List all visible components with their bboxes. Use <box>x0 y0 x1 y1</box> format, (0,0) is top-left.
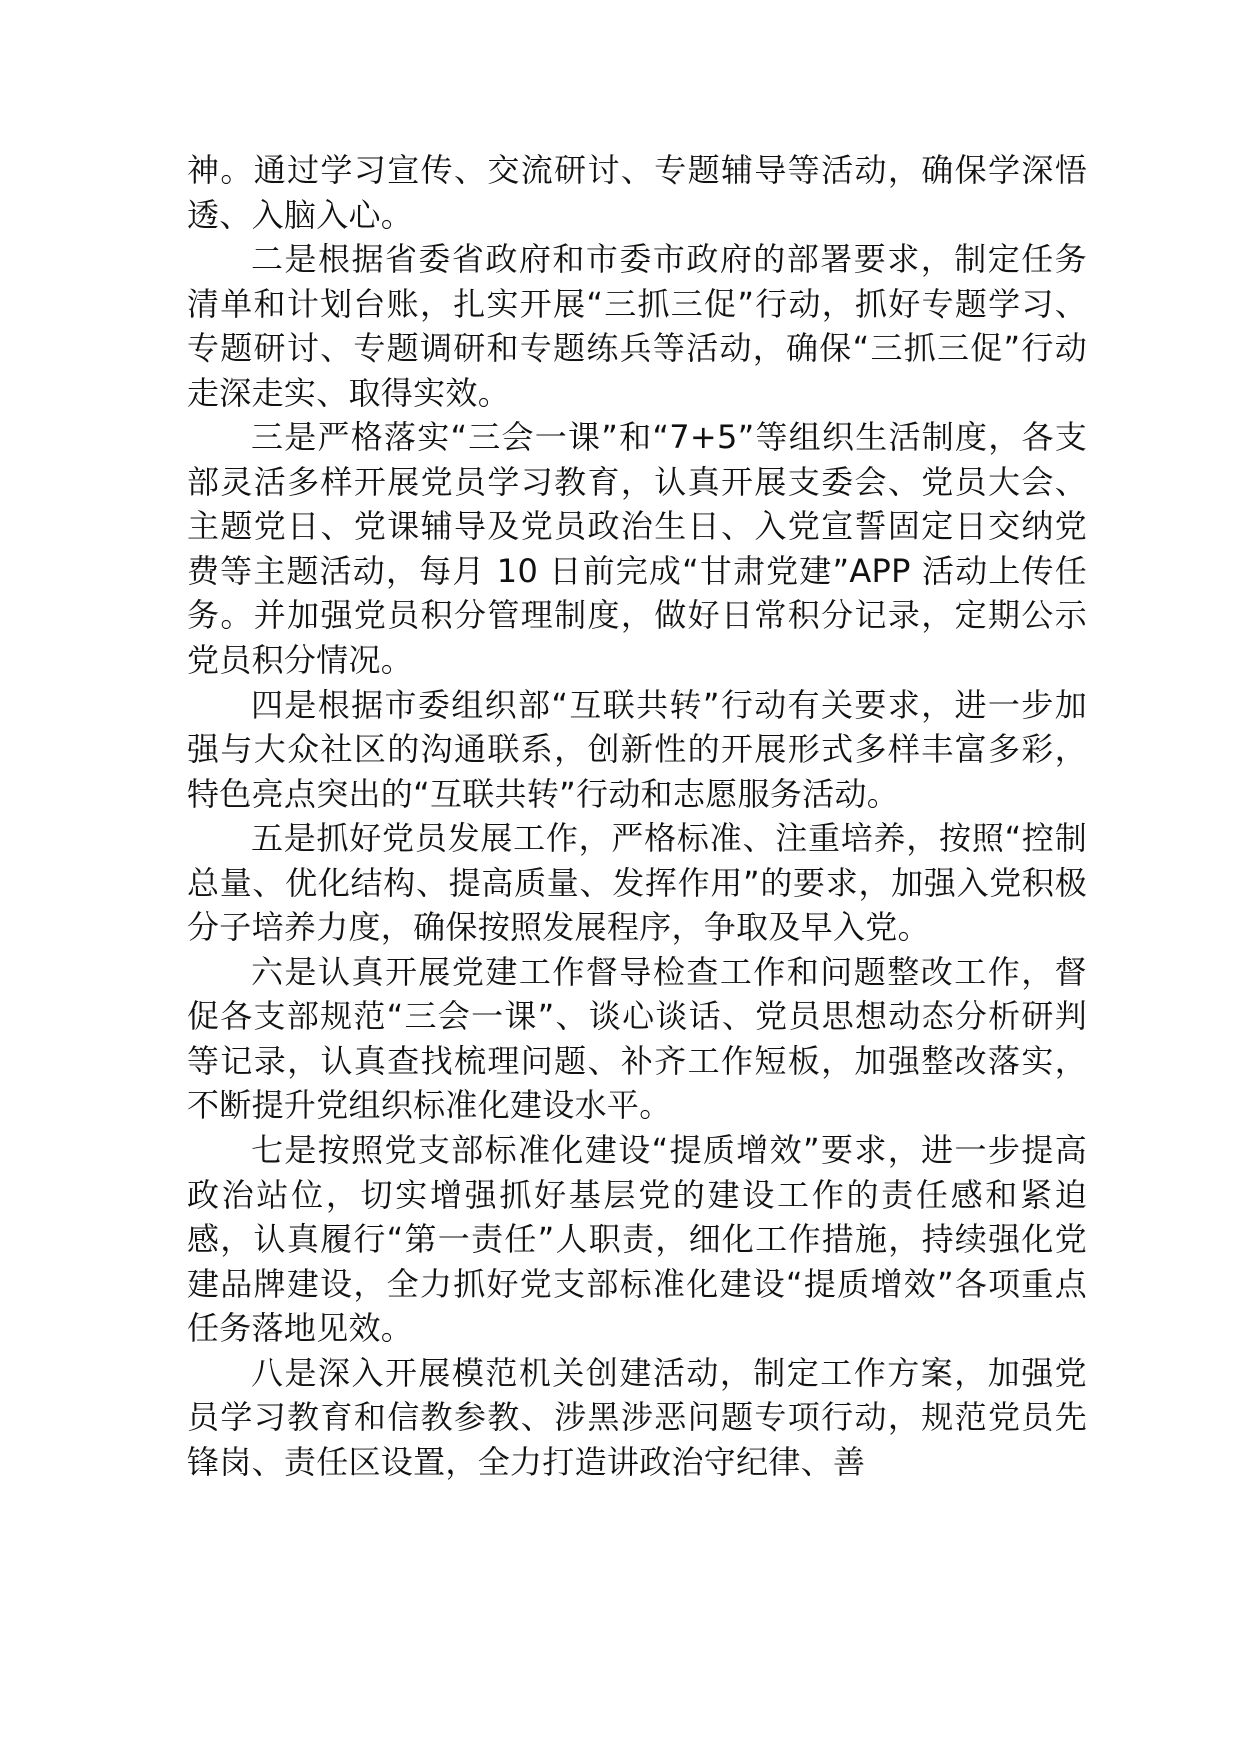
paragraph-item-8: 八是深入开展模范机关创建活动，制定工作方案，加强党员学习教育和信教参教、涉黑涉恶问题专项行动，规范党员先锋岗、责任区设置，全力打造讲政治守纪律、善 <box>187 1353 1087 1481</box>
paragraph-item-7: 七是按照党支部标准化建设“提质增效”要求，进一步提高政治站位，切实增强抓好基层党的建设工作的责任感和紧迫感，认真履行“第一责任”人职责，细化工作措施，持续强化党建品牌建设，全力抓好党支部标准化建设“提质增效”各项重点任务落地见效。 <box>187 1131 1087 1348</box>
paragraph-continuation: 神。通过学习宣传、交流研讨、专题辅导等活动，确保学深悟透、入脑入心。 <box>187 151 1087 234</box>
paragraph-item-6: 六是认真开展党建工作督导检查工作和问题整改工作，督促各支部规范“三会一课”、谈心谈话、党员思想动态分析研判等记录，认真查找梳理问题、补齐工作短板，加强整改落实，不断提升党组织标准化建设水平。 <box>187 952 1087 1125</box>
paragraph-item-2: 二是根据省委省政府和市委市政府的部署要求，制定任务清单和计划台账，扎实开展“三抓三促”行动，抓好专题学习、专题研讨、专题调研和专题练兵等活动，确保“三抓三促”行动走深走实、取得实效。 <box>187 240 1087 412</box>
paragraph-item-4: 四是根据市委组织部“互联共转”行动有关要求，进一步加强与大众社区的沟通联系，创新性的开展形式多样丰富多彩，特色亮点突出的“互联共转”行动和志愿服务活动。 <box>187 685 1087 813</box>
document-body <box>187 148 1087 1484</box>
paragraph-item-3: 三是严格落实“三会一课”和“7+5”等组织生活制度，各支部灵活多样开展党员学习教育，认真开展支委会、党员大会、主题党日、党课辅导及党员政治生日、入党宣誓固定日交纳党费等主题活动，每月 10 日前完成“甘肃党建”APP 活动上传任务。并加强党员积分管理制度，做好日常积分记录，定期公示党员积分情况。 <box>187 418 1087 680</box>
paragraph-item-5: 五是抓好党员发展工作，严格标准、注重培养，按照“控制总量、优化结构、提高质量、发挥作用”的要求，加强入党积极分子培养力度，确保按照发展程序，争取及早入党。 <box>187 819 1087 947</box>
